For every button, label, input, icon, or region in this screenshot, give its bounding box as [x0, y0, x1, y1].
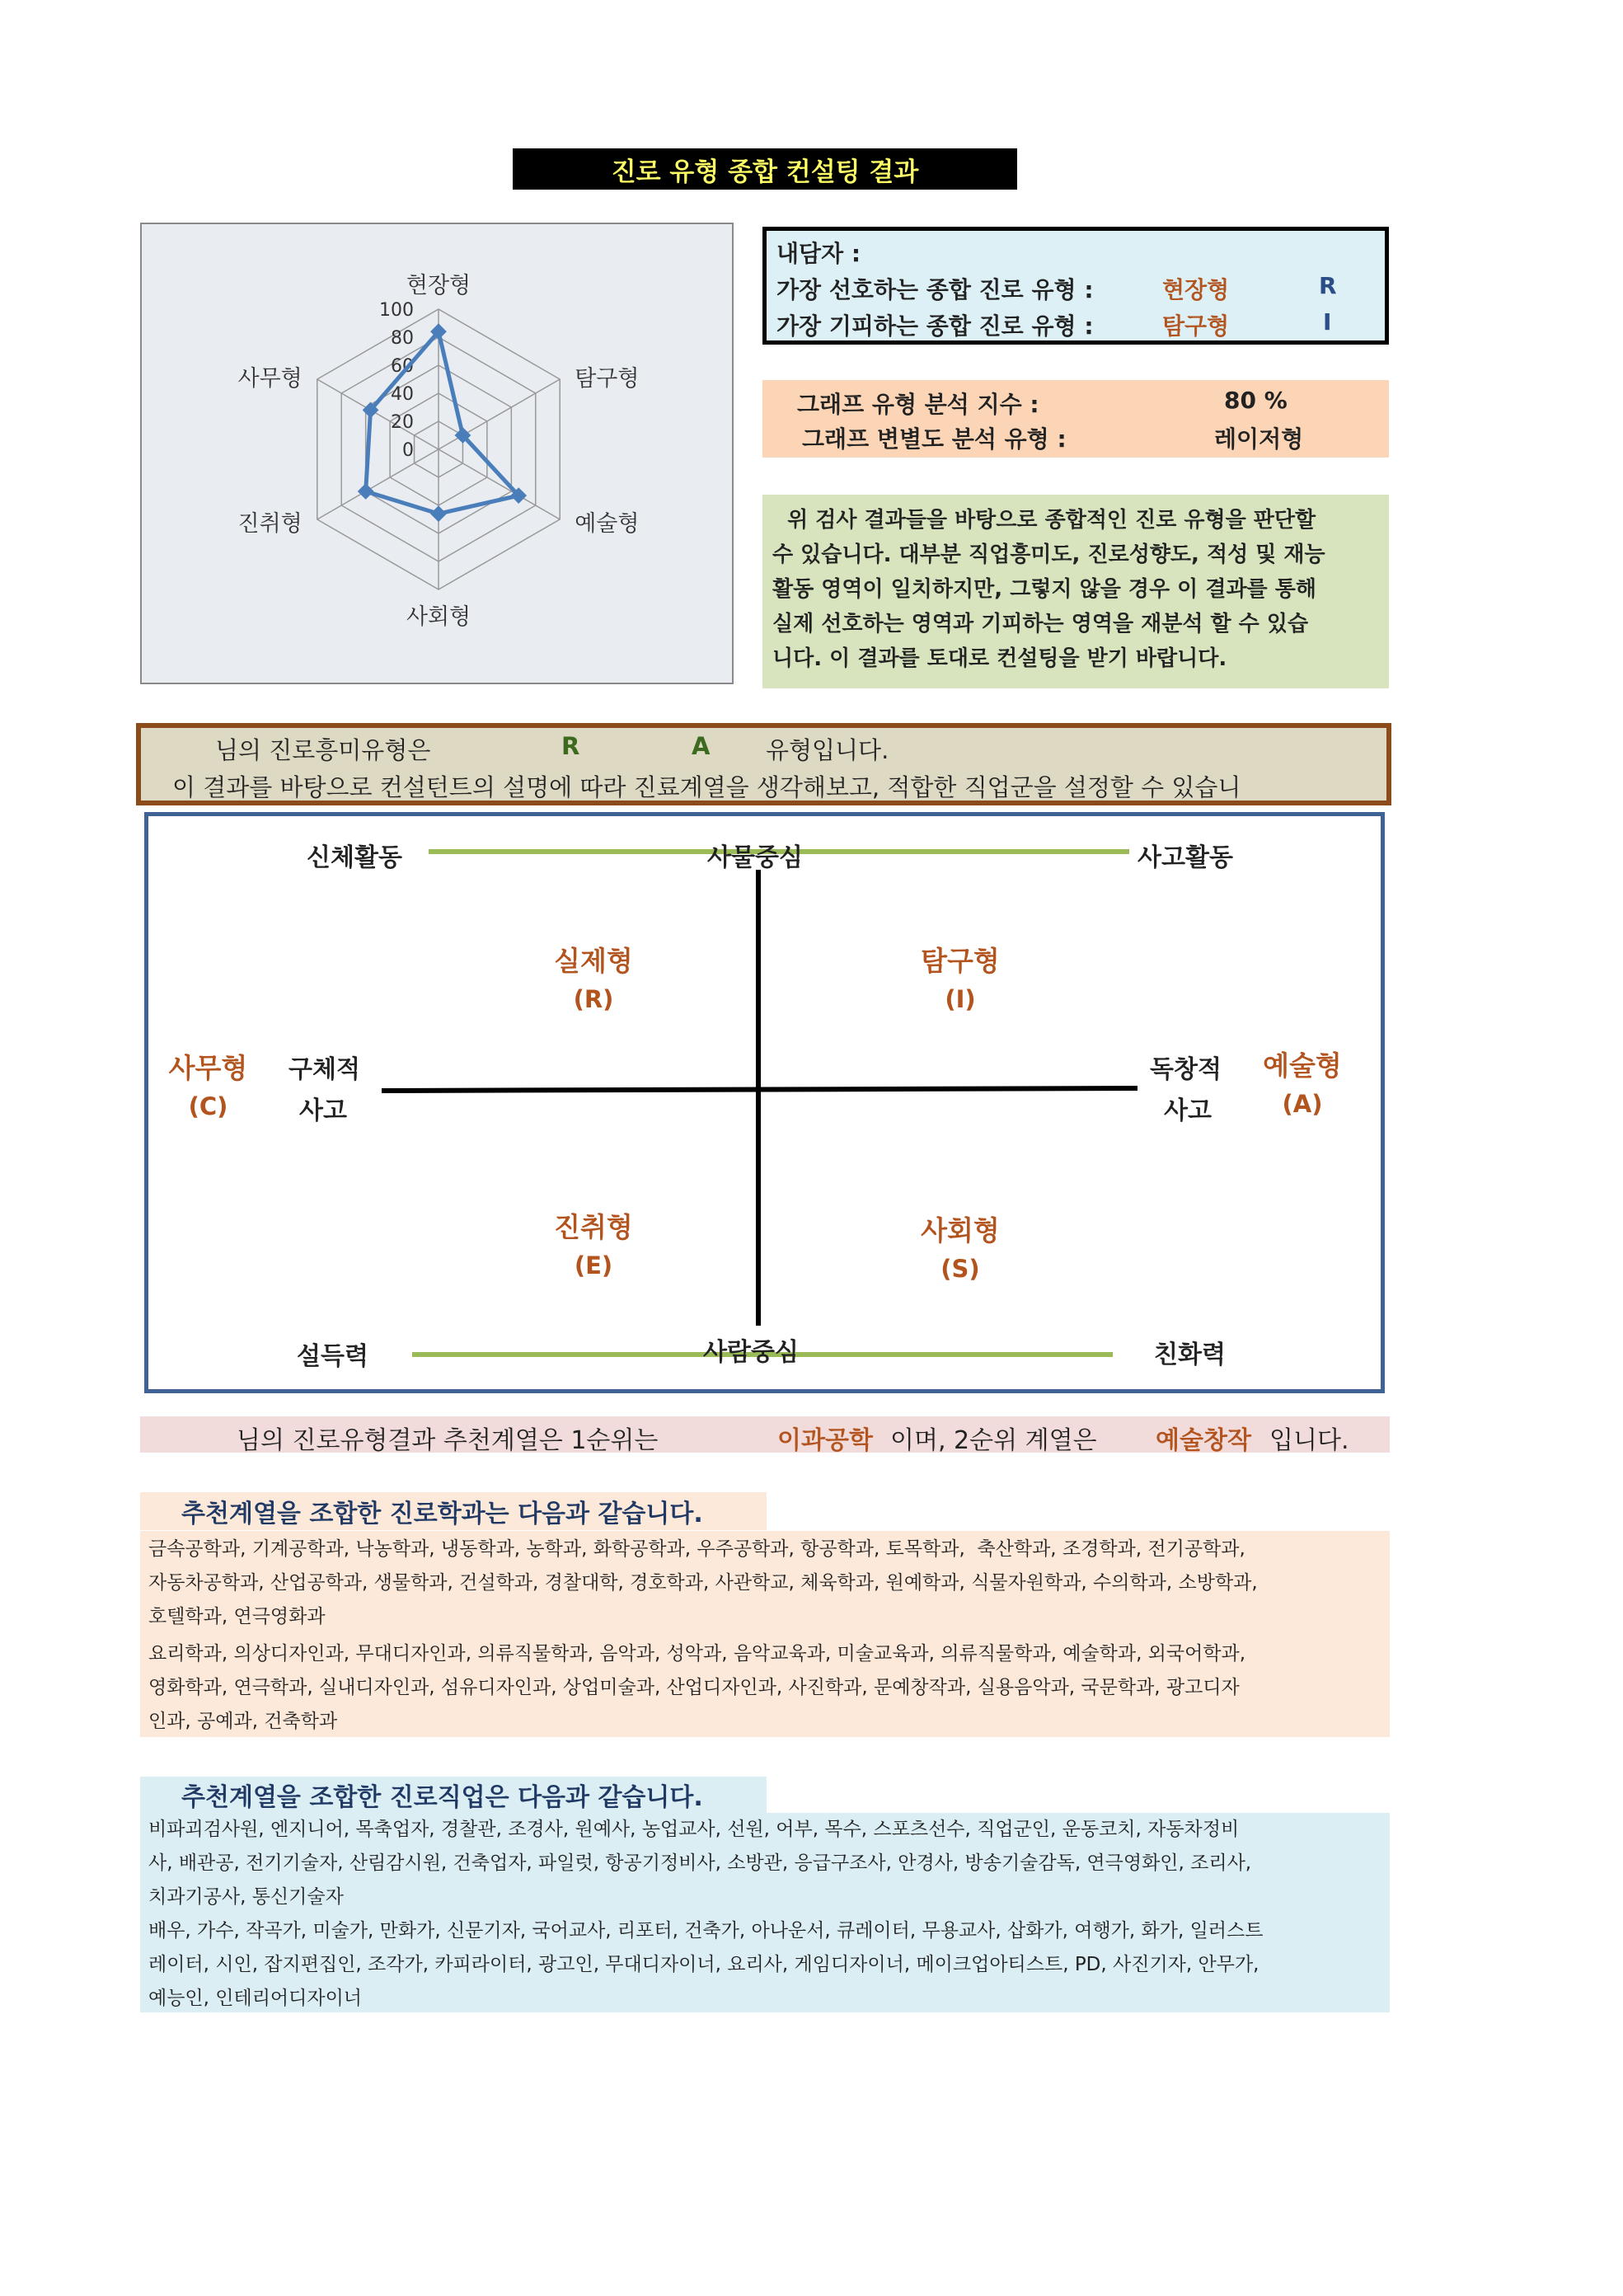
majors-line: 금속공학과, 기계공학과, 낙농학과, 냉동학과, 농학과, 화학공학과, 우주공학과, 항공학과, 토목학과, 축산학과, 조경학과, 전기공학과,	[148, 1538, 1245, 1560]
recommend-prefix: 님의 진로유형결과 추천계열은 1순위는	[237, 1426, 659, 1455]
type-conventional-name: 사무형	[168, 1052, 248, 1084]
radar-axis-label: 탐구형	[575, 366, 640, 392]
note-line: 실제 선호하는 영역과 기피하는 영역을 재분석 할 수 있습	[772, 612, 1309, 636]
interest-suffix: 유형입니다.	[766, 736, 889, 764]
holland-grid	[144, 812, 1385, 1393]
respondent-name-label: 내담자 :	[776, 240, 861, 267]
majors-line: 호텔학과, 연극영화과	[148, 1606, 326, 1627]
type-realistic	[519, 940, 668, 1013]
jobs-line: 비파괴검사원, 엔지니어, 목축업자, 경찰관, 조경사, 원예사, 농업교사, 선원, 어부, 목수, 스포츠선수, 직업군인, 운동코치, 자동차정비	[148, 1819, 1240, 1840]
radar-tick-label: 100	[379, 300, 414, 321]
recommend-second: 예술창작	[1156, 1426, 1251, 1455]
discr-value: 레이저형	[1214, 425, 1304, 453]
label-right-2: 사고	[1164, 1096, 1212, 1125]
prefer-type: 현장형	[1162, 276, 1230, 303]
prefer-code: R	[1319, 272, 1337, 299]
majors-line: 인과, 공예과, 건축학과	[148, 1711, 338, 1732]
label-bottom-right: 친화력	[1154, 1341, 1226, 1369]
note-line: 위 검사 결과들을 바탕으로 종합적인 진로 유형을 판단할	[772, 508, 1316, 533]
radar-tick-label: 20	[391, 412, 414, 433]
discr-label: 그래프 변별도 분석 유형 :	[802, 425, 1067, 453]
radar-axis-label: 예술형	[575, 511, 640, 537]
analysis-box	[762, 380, 1389, 458]
radar-tick-label: 80	[391, 328, 414, 349]
interest-box	[136, 723, 1391, 805]
horizontal-axis	[382, 1088, 1138, 1091]
label-left-2: 사고	[299, 1096, 347, 1125]
radar-point	[358, 483, 374, 500]
type-conventional-code: (C)	[188, 1092, 228, 1120]
type-social	[886, 1209, 1034, 1283]
note-line: 수 있습니다. 대부분 직업흥미도, 진로성향도, 적성 및 재능	[772, 542, 1325, 567]
page-title: 진로 유형 종합 컨설팅 결과	[513, 148, 1017, 190]
note-line: 활동 영역이 일치하지만, 그렇지 않을 경우 이 결과를 통해	[772, 577, 1316, 602]
type-enterprising	[519, 1206, 668, 1279]
type-conventional	[148, 1047, 268, 1120]
recommend-suffix: 입니다.	[1269, 1426, 1349, 1455]
label-top-center: 사물중심	[707, 843, 803, 872]
majors-line: 영화학과, 연극학과, 실내디자인과, 섬유디자인과, 상업미술과, 산업디자인과, 사진학과, 문예창작과, 실용음악과, 국문학과, 광고디자	[148, 1677, 1240, 1698]
jobs-line: 치과기공사, 통신기술자	[148, 1886, 344, 1908]
radar-axis-label: 사회형	[406, 604, 471, 630]
jobs-line: 레이터, 시인, 잡지편집인, 조각가, 카피라이터, 광고인, 무대디자이너, 요리사, 게임디자이너, 메이크업아티스트, PD, 사진기자, 안무가,	[148, 1954, 1259, 1975]
avoid-type: 탐구형	[1162, 312, 1230, 340]
type-investigative-name: 탐구형	[921, 945, 1000, 977]
type-investigative-code: (I)	[945, 985, 976, 1013]
avoid-label: 가장 기피하는 종합 진로 유형 :	[776, 312, 1094, 340]
note-box	[762, 495, 1389, 688]
prefer-label: 가장 선호하는 종합 진로 유형 :	[776, 276, 1094, 303]
radar-tick-label: 40	[391, 384, 414, 405]
majors-list	[140, 1531, 1390, 1737]
type-enterprising-name: 진취형	[554, 1211, 633, 1243]
majors-heading: 추천계열을 조합한 진로학과는 다음과 같습니다.	[140, 1492, 767, 1530]
radar-spoke	[317, 379, 439, 449]
radar-axis-label: 현장형	[406, 273, 471, 298]
label-bottom-left: 설득력	[297, 1342, 368, 1371]
type-artistic-code: (A)	[1282, 1090, 1323, 1118]
jobs-line: 예능인, 인테리어디자이너	[148, 1988, 363, 2009]
majors-line: 자동차공학과, 산업공학과, 생물학과, 건설학과, 경찰대학, 경호학과, 사관학교, 체육학과, 원예학과, 식물자원학과, 수의학과, 소방학과,	[148, 1572, 1258, 1594]
interest-prefix: 님의 진로흥미유형은	[215, 736, 431, 764]
radar-tick-label: 0	[402, 440, 414, 461]
label-left-1: 구체적	[288, 1055, 360, 1084]
label-top-left: 신체활동	[307, 843, 402, 872]
jobs-list	[140, 1813, 1390, 2012]
note-line: 니다. 이 결과를 토대로 컨설팅을 받기 바랍니다.	[772, 646, 1227, 671]
type-artistic	[1241, 1045, 1364, 1118]
label-bottom-center: 사람중심	[703, 1338, 799, 1367]
radar-chart	[140, 223, 734, 684]
jobs-line: 배우, 가수, 작곡가, 미술가, 만화가, 신문기자, 국어교사, 리포터, 건축가, 아나운서, 큐레이터, 무용교사, 삽화가, 여행가, 화가, 일러스트	[148, 1920, 1264, 1942]
type-realistic-name: 실제형	[554, 945, 633, 977]
index-label: 그래프 유형 분석 지수 :	[797, 391, 1039, 418]
avoid-code: I	[1323, 308, 1332, 336]
radar-axis-label: 사무형	[237, 366, 303, 392]
type-social-name: 사회형	[921, 1214, 1000, 1247]
respondent-box	[762, 227, 1389, 345]
interest-code-1: R	[561, 732, 580, 760]
type-realistic-code: (R)	[573, 985, 614, 1013]
jobs-heading: 추천계열을 조합한 진로직업은 다음과 같습니다.	[140, 1777, 767, 1813]
recommend-first: 이과공학	[777, 1426, 873, 1455]
radar-point	[430, 505, 447, 522]
majors-line: 요리학과, 의상디자인과, 무대디자인과, 의류직물학과, 음악과, 성악과, 음악교육과, 미술교육과, 의류직물학과, 예술학과, 외국어학과,	[148, 1643, 1246, 1664]
type-investigative	[886, 940, 1034, 1013]
type-social-code: (S)	[940, 1255, 980, 1283]
label-top-right: 사고활동	[1138, 843, 1233, 872]
type-enterprising-code: (E)	[574, 1251, 613, 1279]
interest-code-2: A	[692, 732, 711, 760]
type-artistic-name: 예술형	[1263, 1049, 1342, 1082]
recommend-band	[140, 1416, 1390, 1453]
label-right-1: 독창적	[1150, 1055, 1222, 1084]
index-value: 80 %	[1224, 387, 1288, 414]
radar-chart-svg	[142, 224, 732, 683]
recommend-middle: 이며, 2순위 계열은	[890, 1426, 1097, 1455]
radar-axis-label: 진취형	[237, 511, 303, 537]
interest-line-2: 이 결과를 바탕으로 컨설턴트의 설명에 따라 진료계열을 생각해보고, 적합한 직업군을 설정할 수 있습니	[172, 773, 1241, 801]
jobs-line: 사, 배관공, 전기기술자, 산림감시원, 건축업자, 파일럿, 항공기정비사, 소방관, 응급구조사, 안경사, 방송기술감독, 연극영화인, 조리사,	[148, 1852, 1252, 1874]
radar-tick-label: 60	[391, 356, 414, 377]
